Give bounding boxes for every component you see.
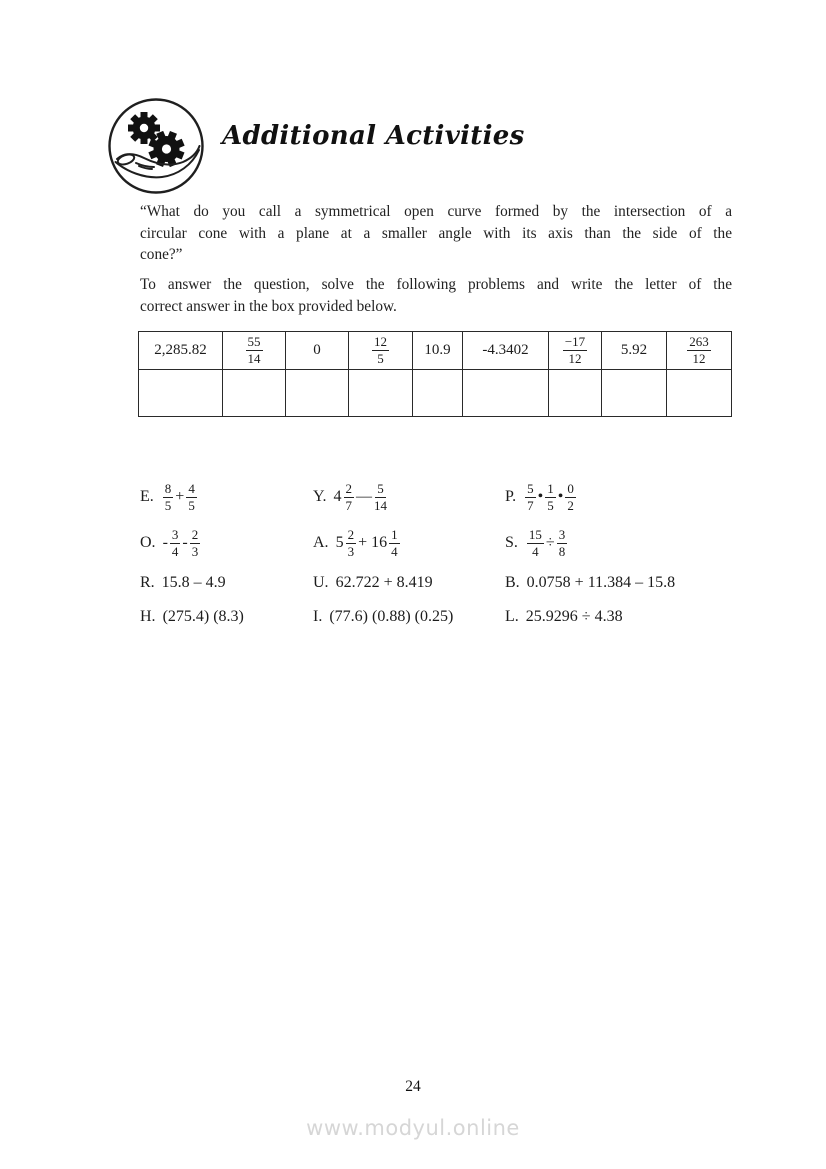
problem-expression-text: (77.6) (0.88) (0.25) <box>329 608 454 625</box>
answer-value-cell <box>223 332 286 370</box>
fraction-numerator: 2 <box>345 480 352 496</box>
problem-letter: E. <box>140 488 154 505</box>
problem-expression-text: 25.9296 ÷ 4.38 <box>525 608 623 625</box>
instruction-paragraph <box>140 274 732 317</box>
problem-item <box>313 520 505 566</box>
fraction <box>246 334 263 366</box>
problem-expression-text: - <box>182 534 188 551</box>
fraction-denominator: 4 <box>171 543 179 559</box>
fraction-numerator: 4 <box>188 480 195 496</box>
answer-value-cell: 5.92 <box>602 332 667 370</box>
fraction-denominator: 8 <box>558 543 566 559</box>
fraction-numerator: 1 <box>391 526 398 542</box>
fraction-numerator: 2 <box>191 526 199 542</box>
answer-blank-cell <box>602 370 667 417</box>
problem-letter: H. <box>140 608 156 625</box>
page-title: Additional Activities <box>222 121 525 151</box>
problem-expression-text: + <box>175 488 185 505</box>
fraction <box>190 527 201 559</box>
fraction-denominator: 3 <box>347 543 355 559</box>
answer-blank-cell <box>667 370 732 417</box>
problem-expression-text: 4 <box>333 488 342 505</box>
problem-item <box>140 520 313 566</box>
fraction-denominator: 5 <box>377 351 384 366</box>
fraction-numerator: 3 <box>171 526 179 542</box>
fraction <box>565 481 576 513</box>
fraction-denominator: 7 <box>345 497 352 513</box>
problem-item <box>505 600 742 634</box>
answer-table-blank-row <box>139 370 732 417</box>
instruction-line: To answer the question, solve the following problems and write the letter of the <box>140 276 732 293</box>
answer-value-cell <box>349 332 413 370</box>
fraction-numerator: 5 <box>527 480 534 496</box>
problem-letter: A. <box>313 534 329 551</box>
problem-letter: O. <box>140 534 156 551</box>
gears-in-hand-icon <box>106 96 206 196</box>
fraction <box>170 527 181 559</box>
page-number: 24 <box>405 1078 421 1095</box>
fraction-numerator: 5 <box>377 480 384 496</box>
fraction-denominator: 5 <box>188 497 195 513</box>
answer-blank-cell <box>549 370 602 417</box>
question-line: circular cone with a plane at a smaller angle with its axis than the side of the <box>140 224 732 242</box>
answer-blank-cell <box>223 370 286 417</box>
fraction-denominator: 5 <box>547 497 554 513</box>
fraction-numerator: 0 <box>567 480 574 496</box>
fraction-denominator: 4 <box>532 543 539 559</box>
fraction-denominator: 4 <box>391 543 398 559</box>
fraction <box>374 481 387 513</box>
fraction <box>346 527 357 559</box>
answer-blank-cell <box>349 370 413 417</box>
problem-expression-text: 0.0758 + 11.384 – 15.8 <box>526 574 676 591</box>
question-paragraph <box>140 201 732 266</box>
fraction-numerator: 2 <box>347 526 355 542</box>
fraction-numerator: 12 <box>374 334 387 350</box>
fraction <box>545 481 556 513</box>
watermark-text: www.modyul.online <box>306 1116 520 1140</box>
problem-letter: R. <box>140 574 155 591</box>
answer-blank-cell <box>413 370 463 417</box>
problem-expression-text: + 16 <box>358 534 388 551</box>
answer-blank-cell <box>463 370 549 417</box>
answer-blank-cell <box>286 370 349 417</box>
gear-icon <box>128 112 160 144</box>
fraction <box>525 481 536 513</box>
fraction-denominator: 2 <box>567 497 574 513</box>
fraction-numerator: 3 <box>558 526 566 542</box>
fraction-numerator: 8 <box>164 480 172 496</box>
problem-letter: U. <box>313 574 329 591</box>
problem-item <box>140 474 313 520</box>
problem-item <box>505 566 742 600</box>
problem-letter: P. <box>505 488 517 505</box>
fraction-denominator: 12 <box>692 351 706 366</box>
problem-item <box>505 520 742 566</box>
answer-value-cell <box>549 332 602 370</box>
fraction-numerator: 15 <box>528 526 542 542</box>
problem-item <box>313 566 505 600</box>
problem-expression-text: - <box>162 534 168 551</box>
fraction <box>527 527 544 559</box>
problem-item <box>505 474 742 520</box>
problem-item <box>140 600 313 634</box>
problem-expression-text: • <box>557 488 564 505</box>
fraction <box>389 527 400 559</box>
fraction <box>344 481 355 513</box>
answer-value-cell: -4.3402 <box>463 332 549 370</box>
fraction <box>372 334 389 366</box>
problem-item <box>140 566 313 600</box>
answer-blank-cell <box>139 370 223 417</box>
fraction-numerator: −17 <box>564 334 586 350</box>
fraction-denominator: 14 <box>374 497 387 513</box>
question-line: “What do you call a symmetrical open curve formed by the intersection of a <box>140 203 732 220</box>
fraction-numerator: 55 <box>247 334 261 350</box>
problem-expression-text: ÷ <box>545 534 555 551</box>
problem-expression-text: • <box>537 488 544 505</box>
fraction-denominator: 7 <box>527 497 534 513</box>
problem-expression-text: 5 <box>335 534 344 551</box>
fraction <box>186 481 197 513</box>
answer-value-cell <box>667 332 732 370</box>
problem-letter: L. <box>505 608 519 625</box>
fraction <box>163 481 174 513</box>
problems-grid <box>140 474 742 634</box>
gears-in-hand-graphic <box>106 96 206 196</box>
fraction-denominator: 12 <box>568 351 582 366</box>
problem-letter: S. <box>505 534 518 551</box>
instruction-line: correct answer in the box provided below. <box>140 297 397 315</box>
fraction-numerator: 263 <box>689 334 709 350</box>
fraction-numerator: 1 <box>547 480 554 496</box>
problem-letter: Y. <box>313 488 327 505</box>
fraction <box>687 334 711 366</box>
problem-item <box>313 474 505 520</box>
problem-letter: B. <box>505 574 520 591</box>
problem-expression-text: 15.8 – 4.9 <box>161 574 226 591</box>
problem-expression-text: (275.4) (8.3) <box>162 608 244 625</box>
fraction <box>563 334 587 366</box>
problem-expression-text: — <box>356 488 372 505</box>
problem-letter: I. <box>313 608 323 625</box>
question-line: cone?” <box>140 246 183 263</box>
answer-table-values-row <box>139 332 732 370</box>
fraction-denominator: 3 <box>191 543 199 559</box>
answer-value-cell: 10.9 <box>413 332 463 370</box>
problem-item <box>313 600 505 634</box>
answer-table <box>138 331 732 417</box>
fraction-denominator: 14 <box>247 351 261 366</box>
answer-value-cell: 0 <box>286 332 349 370</box>
problem-expression-text: 62.722 + 8.419 <box>335 574 433 591</box>
fraction <box>557 527 568 559</box>
answer-value-cell: 2,285.82 <box>139 332 223 370</box>
fraction-denominator: 5 <box>164 497 172 513</box>
